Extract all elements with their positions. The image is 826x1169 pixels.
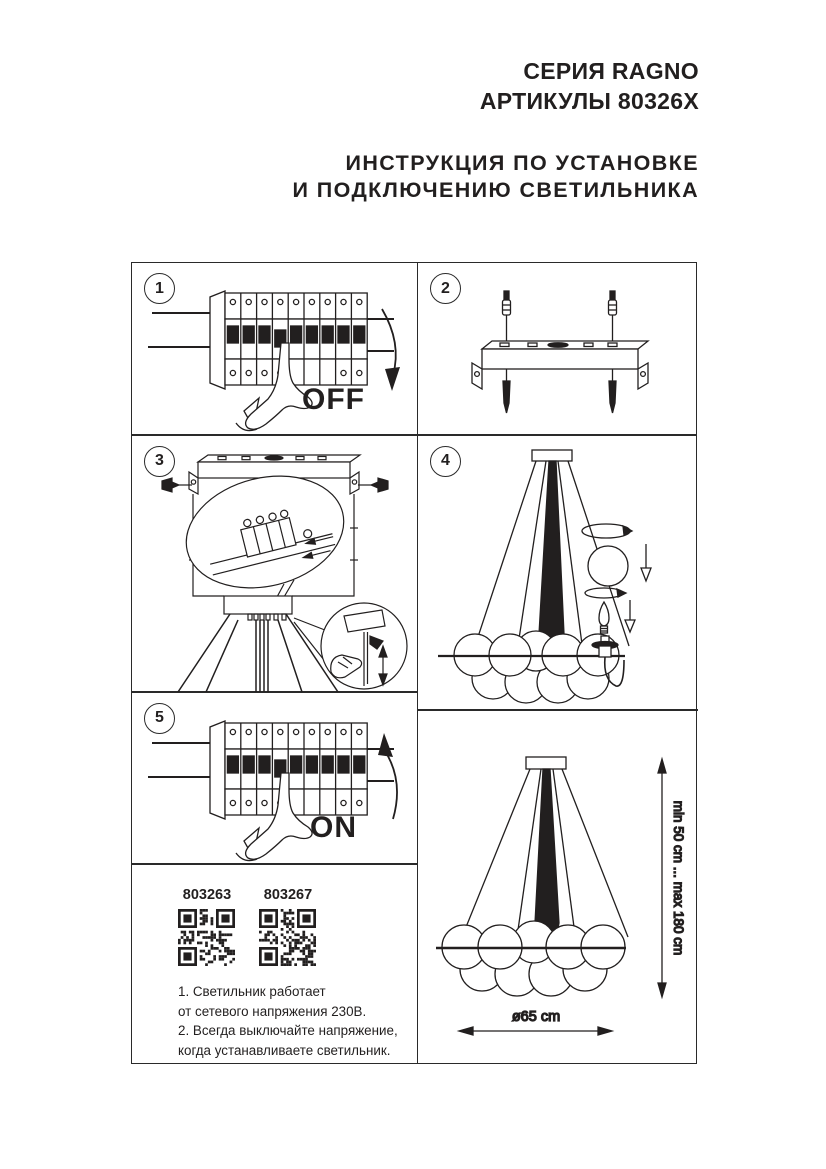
- note-line: когда устанавливаете светильник.: [178, 1042, 391, 1058]
- step-2-number: 2: [430, 273, 461, 304]
- series-title: СЕРИЯ RAGNO: [523, 58, 699, 84]
- canopy: [532, 450, 572, 461]
- breaker-top-row: [225, 723, 367, 749]
- glass-globes: [454, 631, 619, 703]
- header: [293, 56, 699, 204]
- instruction-title-line1: ИНСТРУКЦИЯ ПО УСТАНОВКЕ: [345, 151, 699, 175]
- breaker-bottom-row: [225, 359, 367, 385]
- instruction-title-line2: И ПОДКЛЮЧЕНИЮ СВЕТИЛЬНИКА: [292, 178, 699, 202]
- arrow-down-icon: [658, 983, 666, 997]
- step-4-panel: [418, 436, 698, 710]
- note-line: 2. Всегда выключайте напряжение,: [178, 1023, 398, 1038]
- qr-notes-section: [132, 864, 418, 1065]
- down-arrow-icon: [641, 568, 651, 581]
- height-range-label: min 50 cm ... max 180 cm: [671, 800, 686, 955]
- chandelier-dimensions-illustration: [418, 711, 698, 1065]
- canopy: [224, 596, 292, 620]
- arrow-left-icon: [459, 1027, 473, 1035]
- arrow-up-icon: [372, 733, 408, 825]
- step-1-number: 1: [144, 273, 175, 304]
- dimensions-panel: [418, 711, 698, 1065]
- arrow-up-icon: [658, 759, 666, 773]
- steps-grid: [131, 262, 697, 1064]
- step-4-number: 4: [430, 446, 461, 477]
- qr-item: [259, 887, 317, 966]
- down-arrow-icon: [625, 620, 635, 632]
- step-1-panel: [132, 263, 418, 434]
- qr-code: [259, 909, 316, 966]
- breaker-top-row: [225, 293, 367, 319]
- candle-bulb-icon: [599, 602, 609, 626]
- note-line: от сетевого напряжения 230В.: [178, 1003, 367, 1019]
- rotate-arrow-icon: [617, 589, 626, 597]
- step-5-number: 5: [144, 703, 175, 734]
- diameter-dimension: [459, 1009, 612, 1035]
- article-number: 803263: [182, 887, 232, 903]
- article-number: 803267: [263, 887, 313, 903]
- on-label: ON: [310, 810, 357, 844]
- breaker-toggles: [225, 749, 367, 789]
- step-2-panel: [418, 263, 698, 434]
- diameter-label: ø65 cm: [511, 1008, 561, 1025]
- qr-item: [178, 887, 236, 966]
- ceiling-bracket: [472, 341, 648, 389]
- step-5-panel: [132, 693, 418, 864]
- suspension-cables: [462, 769, 628, 950]
- glass-globes: [442, 921, 625, 996]
- safety-notes: [178, 982, 398, 1060]
- instruction-title: [293, 150, 699, 204]
- arrow-down-icon: [372, 303, 408, 395]
- mounting-screw: [503, 291, 617, 343]
- qr-code: [178, 909, 235, 966]
- note-line: 1. Светильник работает: [178, 984, 326, 999]
- off-label: OFF: [302, 383, 365, 416]
- wiring-illustration: [132, 436, 418, 692]
- chandelier-assembly-illustration: [418, 436, 698, 710]
- height-dimension: [658, 759, 686, 997]
- arrow-right-icon: [598, 1027, 612, 1035]
- step-3-panel: [132, 436, 418, 692]
- articles-title: АРТИКУЛЫ 80326X: [479, 88, 699, 114]
- step-3-number: 3: [144, 446, 175, 477]
- canopy: [526, 757, 566, 769]
- cable-adjuster-detail: [321, 603, 407, 689]
- wall-anchor: [503, 369, 616, 413]
- terminal-block-detail: [174, 460, 355, 603]
- breaker-toggles: [225, 319, 367, 359]
